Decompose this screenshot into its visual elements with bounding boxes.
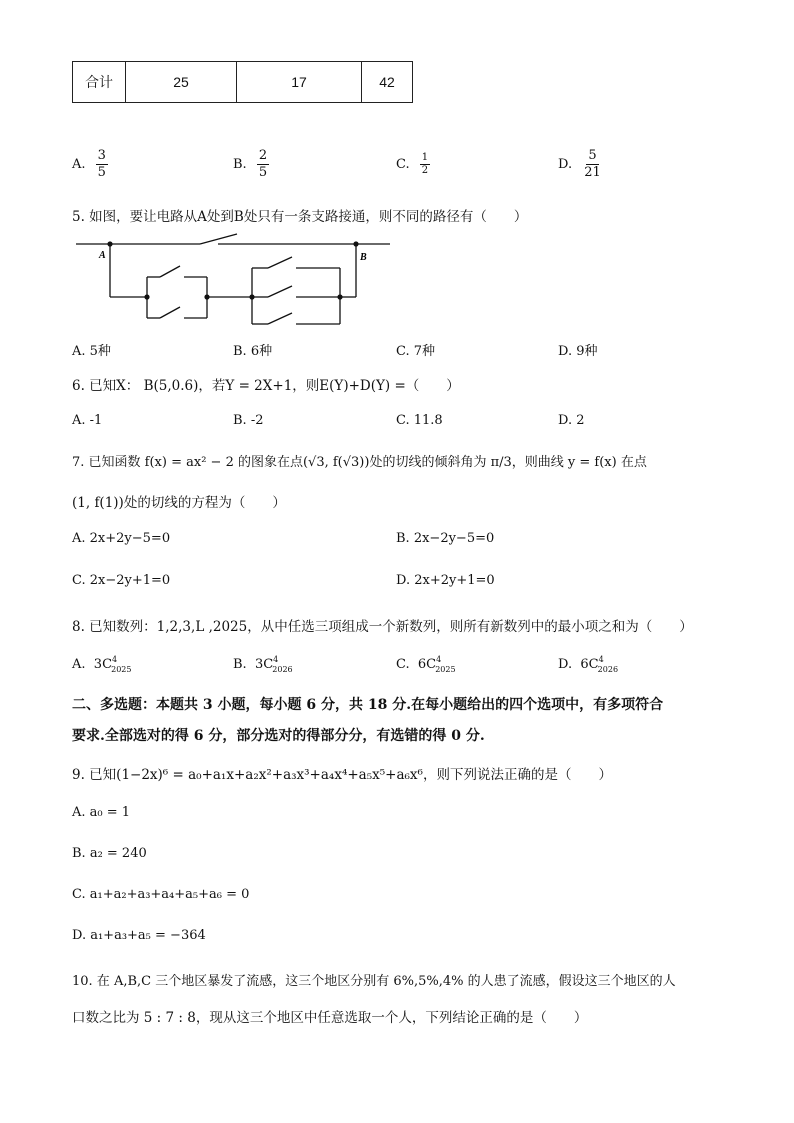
section-heading-line1: 二、多选题：本题共 3 小题，每小题 6 分，共 18 分.在每小题给出的四个选项中，有多项符合 xyxy=(72,697,664,713)
q7-option-c[interactable]: C. 2x−2y+1=0 xyxy=(72,573,171,588)
table-cell-value: 17 xyxy=(237,62,362,103)
q10-stem-line2: 口数之比为 5 : 7 : 8，现从这三个地区中任意选取一个人，下列结论正确的是（ ） xyxy=(72,1010,588,1026)
q8-stem: 8. 已知数列：1,2,3,L ,2025，从中任选三项组成一个新数列，则所有新数列中的最小项之和为（ ） xyxy=(72,619,693,635)
q7-option-b[interactable]: B. 2x−2y−5=0 xyxy=(396,531,495,546)
q5-option-b[interactable]: B. 6种 xyxy=(233,344,273,359)
denominator: 21 xyxy=(584,165,601,180)
table-cell-label: 合计 xyxy=(73,62,126,103)
q5-option-d[interactable]: D. 9种 xyxy=(558,344,598,359)
q4-option-d[interactable]: D. $\frac{5}{21}$ xyxy=(558,148,601,180)
node-label-b: B xyxy=(360,252,367,263)
q10-stem-line1: 10. 在 A,B,C 三个地区暴发了流感，这三个地区分别有 6%,5%,4% 的人患了流感，假设这三个地区的人 xyxy=(72,974,676,989)
q8-option-a[interactable]: A. $3C^4_{2025}$ xyxy=(72,655,132,674)
q6-option-a[interactable]: A. -1 xyxy=(72,413,103,428)
q9-option-a[interactable]: A. a₀ = 1 xyxy=(72,805,131,820)
q5-option-a[interactable]: A. 5种 xyxy=(72,344,111,359)
q9-stem: 9. 已知(1−2x)⁶ = a₀+a₁x+a₂x²+a₃x³+a₄x⁴+a₅x⁵+a₆x⁶，则下列说法正确的是（ ） xyxy=(72,767,612,783)
q4-option-a[interactable]: A. $\frac{3}{5}$ xyxy=(72,148,106,180)
q9-option-c[interactable]: C. a₁+a₂+a₃+a₄+a₅+a₆ = 0 xyxy=(72,887,250,902)
numerator: 5 xyxy=(588,148,597,163)
q6-option-b[interactable]: B. -2 xyxy=(233,413,264,428)
denominator: 5 xyxy=(258,165,268,180)
node-label-a: A xyxy=(99,250,106,261)
q6-stem: 6. 已知X： B(5,0.6)，若Y = 2X+1，则E(Y)+D(Y) =（ ） xyxy=(72,378,460,394)
q7-option-d[interactable]: D. 2x+2y+1=0 xyxy=(396,573,495,588)
numerator: 2 xyxy=(258,148,268,163)
q4-option-b[interactable]: B. $\frac{2}{5}$ xyxy=(233,148,268,180)
q7-stem-line2: (1, f(1))处的切线的方程为（ ） xyxy=(72,495,286,511)
numerator: 3 xyxy=(97,148,106,163)
total-row-table xyxy=(72,61,413,103)
q8-option-b[interactable]: B. $3C^4_{2026}$ xyxy=(233,655,293,674)
q9-option-d[interactable]: D. a₁+a₃+a₅ = −364 xyxy=(72,928,206,943)
q7-stem-line1: 7. 已知函数 f(x) = ax² − 2 的图象在点(√3, f(√3))处的切线的倾斜角为 π/3，则曲线 y = f(x) 在点 xyxy=(72,455,647,470)
q8-option-c[interactable]: C. $6C^4_{2025}$ xyxy=(396,655,456,674)
q5-option-c[interactable]: C. 7种 xyxy=(396,344,436,359)
section-heading-line2: 要求.全部选对的得 6 分，部分选对的得部分分，有选错的得 0 分. xyxy=(72,728,485,744)
table-cell-value: 25 xyxy=(126,62,237,103)
q6-option-d[interactable]: D. 2 xyxy=(558,413,585,428)
q9-option-b[interactable]: B. a₂ = 240 xyxy=(72,846,147,861)
q7-option-a[interactable]: A. 2x+2y−5=0 xyxy=(72,531,171,546)
numerator: 1 xyxy=(421,152,429,163)
denominator: 5 xyxy=(97,165,106,180)
q5-stem: 5. 如图，要让电路从A处到B处只有一条支路接通，则不同的路径有（ ） xyxy=(72,209,528,225)
denominator: 2 xyxy=(421,165,429,176)
circuit-diagram xyxy=(72,232,394,328)
q8-option-d[interactable]: D. $6C^4_{2026}$ xyxy=(558,655,619,674)
q4-option-c[interactable]: C. $\frac{1}{2}$ xyxy=(396,152,429,176)
q6-option-c[interactable]: C. 11.8 xyxy=(396,413,443,428)
table-cell-total: 42 xyxy=(362,62,413,103)
